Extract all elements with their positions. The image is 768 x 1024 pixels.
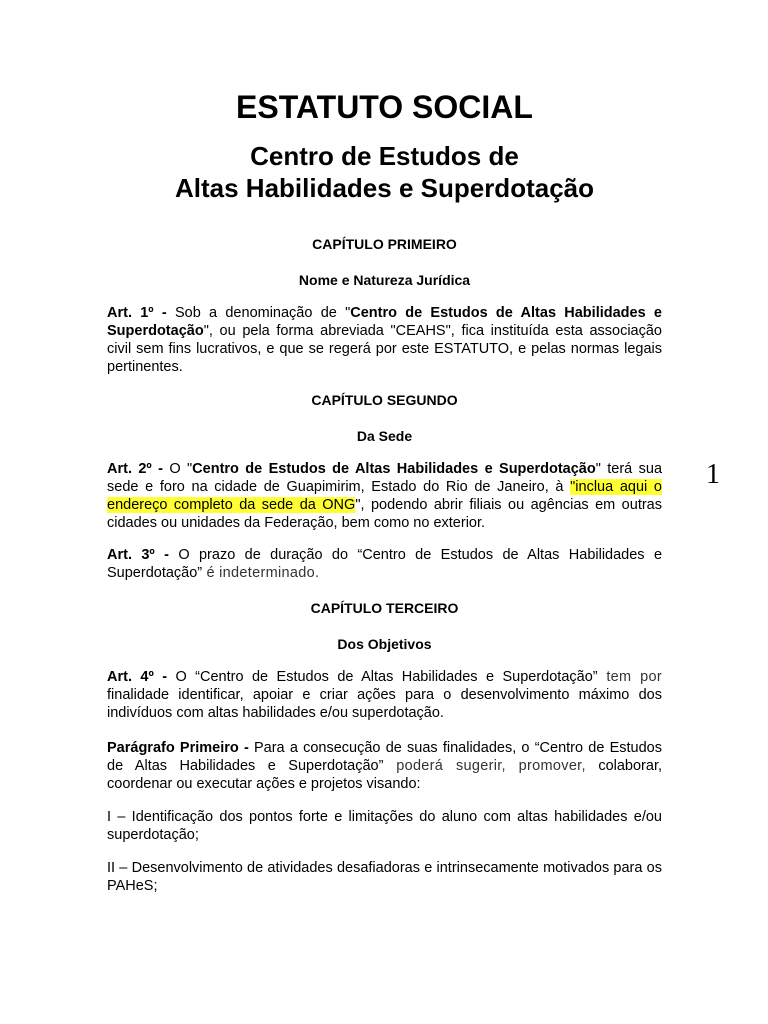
chapter-1-subheading: Nome e Natureza Jurídica <box>298 272 471 288</box>
article-4-text-2: tem por <box>597 669 662 685</box>
subtitle-line-1: Centro de Estudos de <box>250 141 519 171</box>
article-3-text-1: O prazo de duração do “Centro de Estudos de Altas Habilidades e Superdotação” <box>107 547 663 581</box>
article-1-text-1: Sob a denominação de " <box>166 305 351 321</box>
article-3 <box>107 546 662 582</box>
article-4 <box>107 668 662 722</box>
list-item-2: II – Desenvolvimento de atividades desafiadoras e intrinsecamente motivados para os PAHeS; <box>107 860 662 894</box>
article-4-text-1: O “Centro de Estudos de Altas Habilidades e Superdotação” <box>167 669 598 685</box>
article-1 <box>107 304 662 376</box>
paragraph-first-label: Parágrafo Primeiro - <box>107 740 249 756</box>
article-2 <box>107 460 662 532</box>
article-3-label: Art. 3º - <box>107 547 169 563</box>
chapter-1-heading: CAPÍTULO PRIMEIRO <box>312 236 457 252</box>
article-1-entity-name: Centro de Estudos de Altas Habilidades e Superdotação <box>107 305 662 339</box>
article-2-label: Art. 2º - <box>107 461 163 477</box>
paragraph-first-text-1: Para a consecução de suas finalidades, o “Centro de Estudos de Altas Habilidades e Superdotação” <box>107 740 662 774</box>
article-2-entity-name: Centro de Estudos de Altas Habilidades e Superdotação <box>192 461 596 477</box>
article-2-text-1: O " <box>162 461 193 477</box>
article-2-text-3: ", podendo abrir filiais ou agências em outras cidades ou unidades da Federação, bem como no exterior. <box>107 497 662 531</box>
paragraph-first <box>107 739 662 793</box>
document-title: ESTATUTO SOCIAL <box>236 89 533 125</box>
article-3-text-2: é indeterminado. <box>202 565 320 581</box>
page-number: 1 <box>706 459 720 490</box>
article-4-label: Art. 4º - <box>107 669 168 685</box>
article-1-text-2: ", ou pela forma abreviada "CEAHS", fica instituída esta associação civil sem fins lucrativos, e que se regerá por este ESTATUTO, e pelas normas legais pertinentes. <box>107 323 662 375</box>
document-subtitle <box>87 140 682 204</box>
address-placeholder-highlight: "inclua aqui o endereço completo da sede da ONG <box>107 479 662 513</box>
chapter-2-heading: CAPÍTULO SEGUNDO <box>311 392 458 408</box>
list-item-1: I – Identificação dos pontos forte e limitações do aluno com altas habilidades e/ou superdotação; <box>107 809 662 843</box>
chapter-3-subheading: Dos Objetivos <box>337 636 432 652</box>
article-4-text-3: finalidade identificar, apoiar e criar ações para o desenvolvimento máximo dos indivíduos com altas habilidades e/ou superdotação. <box>107 687 662 721</box>
chapter-3-heading: CAPÍTULO TERCEIRO <box>310 600 459 616</box>
chapter-2-subheading: Da Sede <box>356 428 413 444</box>
paragraph-first-text-2: poderá sugerir, promover, <box>383 758 586 774</box>
article-2-text-2: " terá sua sede e foro na cidade de Guapimirim, Estado do Rio de Janeiro, à <box>107 461 663 495</box>
subtitle-line-2: Altas Habilidades e Superdotação <box>174 173 594 203</box>
paragraph-first-text-3: colaborar, coordenar ou executar ações e projetos visando: <box>107 758 662 792</box>
article-1-label: Art. 1º - <box>107 305 167 321</box>
